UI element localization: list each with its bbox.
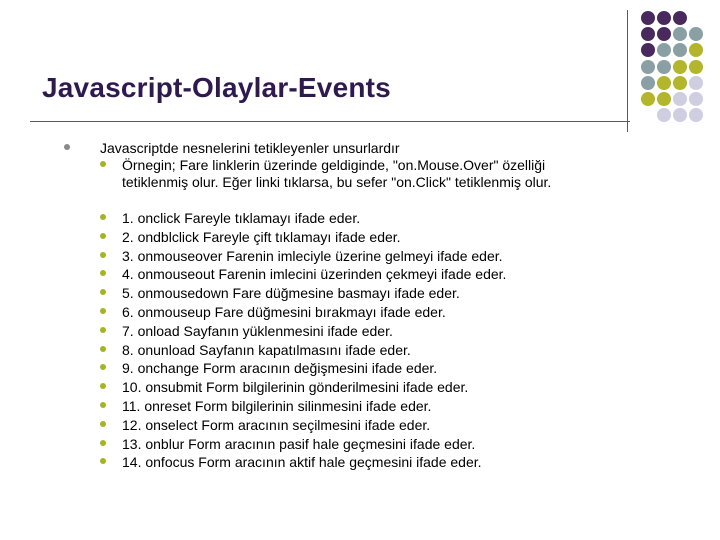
bullet-icon [100,214,106,220]
event-list-item: 2. ondblclick Fareyle çift tıklamayı ifade eder. [122,228,401,245]
bullet-icon [100,233,106,239]
decorative-dot [657,43,671,57]
bullet-icon [100,289,106,295]
decorative-dot [673,92,687,106]
event-list-item: 10. onsubmit Form bilgilerinin gönderilmesini ifade eder. [122,379,469,396]
decorative-dot [657,92,671,106]
bullet-icon [100,308,106,314]
decorative-dot [657,11,671,25]
example-text-line2: tetiklenmiş olur. Eğer linki tıklarsa, bu sefer "on.Click" tetiklenmiş olur. [122,174,552,190]
decorative-dot [673,108,687,122]
bullet-icon [100,383,106,389]
decorative-dot [673,60,687,74]
decorative-dot [641,43,655,57]
decorative-dot [673,76,687,90]
bullet-icon [100,327,106,333]
decorative-dot [689,27,703,41]
event-list-item: 14. onfocus Form aracının aktif hale geçmesini ifade eder. [122,454,482,471]
decorative-dot [657,60,671,74]
bullet-icon [100,161,106,167]
decorative-dot [673,43,687,57]
bullet-icon [100,270,106,276]
bullet-icon [100,252,106,258]
decorative-dot-grid [0,0,720,140]
decorative-dot [657,76,671,90]
decorative-dot [657,108,671,122]
decorative-dot [689,43,703,57]
bullet-icon [100,458,106,464]
example-text-line1: Örnegin; Fare linklerin üzerinde geldiginde, "on.Mouse.Over" özelliği [122,157,546,173]
event-list-item: 4. onmouseout Farenin imlecini üzerinden çekmeyi ifade eder. [122,266,507,283]
bullet-icon [64,144,70,150]
event-list-item: 11. onreset Form bilgilerinin silinmesini ifade eder. [122,398,432,414]
slide-title: Javascript-Olaylar-Events [42,72,391,103]
event-list-item: 5. onmousedown Fare düğmesine basmayı ifade eder. [122,285,460,302]
event-list-item: 7. onload Sayfanın yüklenmesini ifade eder. [122,322,393,339]
event-list-item: 13. onblur Form aracının pasif hale geçmesini ifade eder. [122,435,476,452]
event-list-item: 8. onunload Sayfanın kapatılmasını ifade eder. [122,341,411,358]
event-list-item: 6. onmouseup Fare düğmesini bırakmayı ifade eder. [122,304,446,320]
event-list-item: 9. onchange Form aracının değişmesini ifade eder. [122,360,438,377]
decorative-dot [689,76,703,90]
bullet-icon [100,402,106,408]
decorative-dot [641,11,655,25]
decorative-dot [689,92,703,106]
decorative-dot [641,60,655,74]
intro-text: Javascriptde nesnelerini tetikleyenler unsurlardır [100,140,400,156]
bullet-icon [100,421,106,427]
decorative-dot [673,11,687,25]
decorative-dot [641,76,655,90]
bullet-icon [100,346,106,352]
decorative-dot [689,108,703,122]
bullet-icon [100,440,106,446]
bullet-icon [100,364,106,370]
decorative-dot [689,60,703,74]
decorative-dot [641,92,655,106]
event-list-item: 1. onclick Fareyle tıklamayı ifade eder. [122,210,361,226]
decorative-dot [657,27,671,41]
decorative-dot [673,27,687,41]
event-list-item: 12. onselect Form aracının seçilmesini ifade eder. [122,416,431,433]
decorative-dot [641,27,655,41]
event-list-item: 3. onmouseover Farenin imleciyle üzerine gelmeyi ifade eder. [122,247,503,264]
